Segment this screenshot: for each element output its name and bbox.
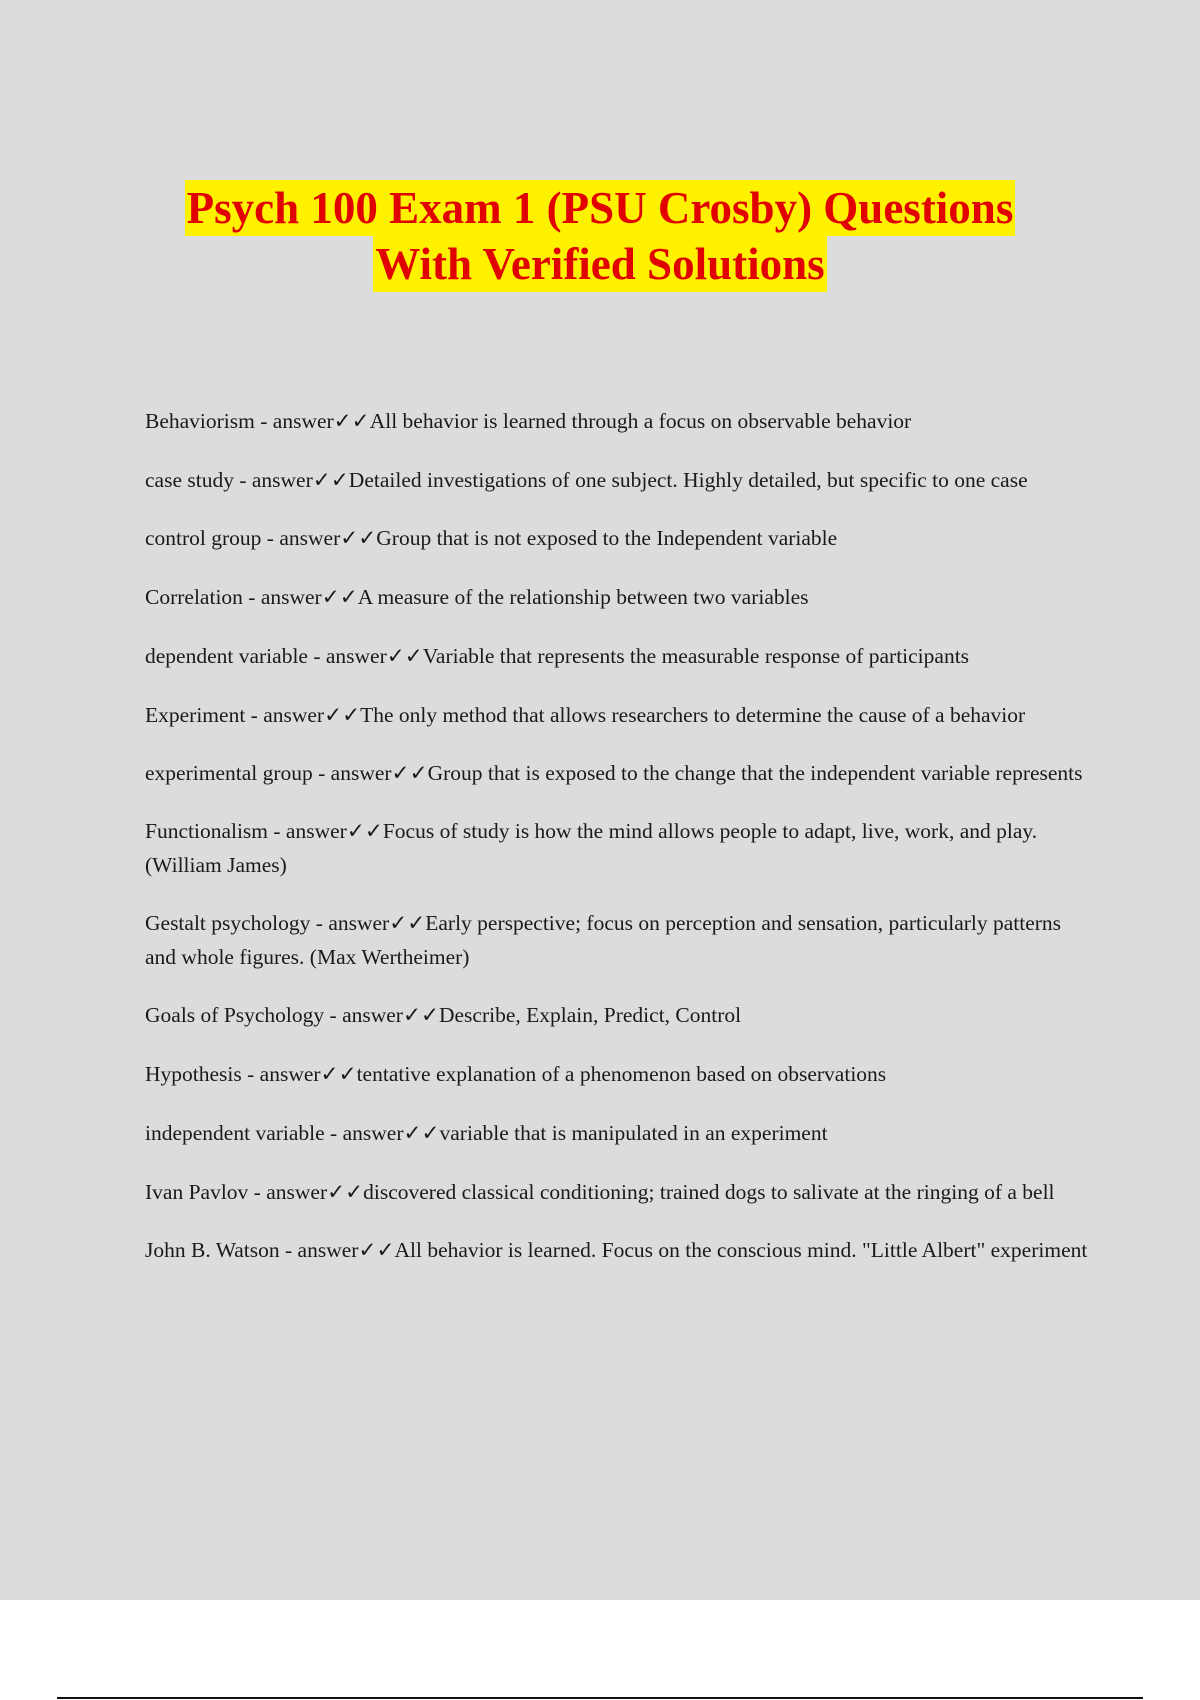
qa-entry: Hypothesis - answer✓✓tentative explanation of a phenomenon based on observations (145, 1062, 887, 1086)
title-line-1: Psych 100 Exam 1 (PSU Crosby) Questions (185, 180, 1016, 236)
footer-divider (57, 1697, 1143, 1699)
qa-entry: independent variable - answer✓✓variable that is manipulated in an experiment (145, 1121, 828, 1145)
title-line-2: With Verified Solutions (373, 236, 826, 292)
qa-entry: Ivan Pavlov - answer✓✓discovered classical conditioning; trained dogs to salivate at the ringing of a bell (145, 1180, 1055, 1204)
qa-entry: Goals of Psychology - answer✓✓Describe, Explain, Predict, Control (145, 1003, 742, 1027)
qa-entry: John B. Watson - answer✓✓All behavior is learned. Focus on the conscious mind. "Little Albert" experiment (145, 1238, 1088, 1262)
qa-entry: case study - answer✓✓Detailed investigations of one subject. Highly detailed, but specific to one case (145, 468, 1028, 492)
document-title (0, 180, 1200, 292)
qa-entry: control group - answer✓✓Group that is not exposed to the Independent variable (145, 526, 838, 550)
qa-entry: Functionalism - answer✓✓Focus of study is how the mind allows people to adapt, live, work, and play. (William James) (145, 819, 1038, 877)
qa-entry: experimental group - answer✓✓Group that is exposed to the change that the independent variable represents (145, 761, 1083, 785)
qa-entry: Experiment - answer✓✓The only method that allows researchers to determine the cause of a behavior (145, 703, 1026, 727)
qa-entry: Behaviorism - answer✓✓All behavior is learned through a focus on observable behavior (145, 409, 912, 433)
qa-entry: Correlation - answer✓✓A measure of the relationship between two variables (145, 585, 809, 609)
qa-list (145, 404, 1090, 1291)
qa-entry: dependent variable - answer✓✓Variable that represents the measurable response of participants (145, 644, 970, 668)
qa-entry: Gestalt psychology - answer✓✓Early perspective; focus on perception and sensation, particularly patterns and whole figures. (Max Wertheimer) (145, 911, 1062, 969)
